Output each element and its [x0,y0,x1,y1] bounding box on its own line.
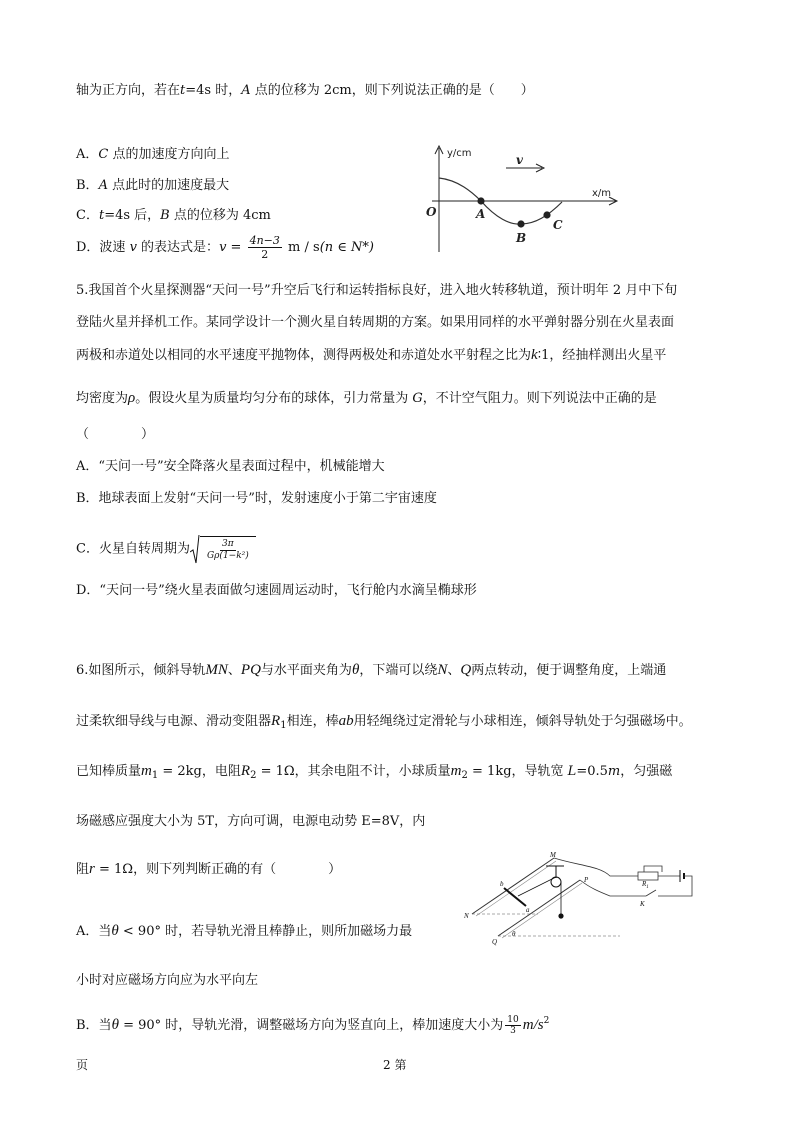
q4-option-b [76,177,229,195]
label-K: K [640,900,645,908]
label-R1-main: R [642,880,647,888]
q6-l1-d: ，下端可以绕 [359,663,438,678]
q6-opt-a-text: 时，若导轨光滑且棒静止，则所加磁场力最 [160,924,413,939]
q6-line-5 [76,860,341,879]
ball [558,913,563,918]
q5-line-4-text-c: ，不计空气阻力。则下列说法中正确的是 [422,391,657,406]
q5-line-3-text-a: 两极和赤道处以相同的水平速度平抛物体，测得两极处和赤道处水平射程之比为 [76,348,532,363]
q6-opt-b-fraction [505,1015,520,1036]
q5-line-4-text-b: 。假设火星为质量均匀分布的球体，引力常量为 [135,391,413,406]
q6-m2-sub: 2 [461,770,468,781]
origin-label: O [426,205,437,219]
q4-option-d-condition: (n ∈ N*) [319,240,374,255]
q6-l2-a: 过柔软细导线与电源、滑动变阻器 [76,714,272,729]
q5-line-2: 登陆火星并择机工作。某同学设计一个测火星自转周期的方案。如果用同样的水平弹射器分别在火星表面 [76,315,675,330]
q6-L: L [567,764,577,779]
q6-R1-sub: 1 [280,720,287,731]
q5-k: k [531,347,538,363]
q5-paren: （ ） [76,427,155,442]
q6-line-4: 场磁感应强度大小为 5T，方向可调，电源电动势 E=8V，内 [76,814,426,829]
q6-l1-a: 6.如图所示，倾斜导轨 [76,663,206,678]
intro-text-a: 轴为正方向，若在 [76,83,181,98]
q6-line-1 [76,661,666,680]
q6-opt-b-theta: θ [111,1017,119,1033]
intro-text-c: 点的位移为 2cm，则下列说法正确的是（ ） [250,83,534,98]
q4-option-d-denominator: 2 [261,248,269,261]
q6-opt-a-prefix: A．当 [76,924,112,939]
label-P: P [584,876,589,884]
q4-option-d-mid: 的表达式是： [136,240,220,255]
wave-graph [420,140,620,255]
q4-option-d-numerator: 4n−3 [249,234,280,247]
q4-option-c-mid: =4s 后， [104,208,161,223]
q4-option-d-eq: = [226,240,246,255]
q6-l3-b: ，电阻 [201,764,241,779]
q6-opt-a-theta: θ [111,923,119,939]
rheostat [638,872,658,880]
q6-opt-b-prefix: B．当 [76,1018,112,1033]
q5-option-a: A．“天问一号”安全降落火星表面过程中，机械能增大 [76,459,385,474]
q5-option-b: B．地球表面上发射“天问一号”时，发射速度小于第二宇宙速度 [76,491,437,506]
q6-l5-b: ，则下列判断正确的有（ ） [133,862,342,877]
q4-option-d-prefix: D．波速 [76,240,130,255]
q6-l1-f: 两点转动，便于调整角度，上端通 [471,663,667,678]
q4-option-c-prefix: C． [76,208,99,223]
q6-PQ: PQ [240,662,261,678]
point-B [517,220,524,227]
q5-rho: ρ [128,390,136,406]
q4-option-c-point: B [160,208,170,223]
q6-l2-b: 相连，棒 [286,714,339,729]
q6-R1: R [271,713,281,729]
radicand [200,536,256,562]
rod-ab [504,888,526,906]
q4-option-c-t: t [98,208,105,223]
q6-R2-sub: 2 [250,770,257,781]
q6-m1-sub: 1 [151,770,159,781]
radical-sign [190,534,200,564]
q6-opt-b-unit: m/s [522,1017,544,1033]
q6-m2-val: = 1kg [467,764,512,779]
q6-m1-val: = 2kg [158,764,202,779]
q5-option-c-numerator: 3π [222,539,234,549]
q6-opt-b-numerator: 10 [507,1015,519,1025]
sqrt-expression [190,534,256,564]
q5-option-c-text: C．火星自转周期为 [76,541,190,557]
q6-l1-b: 、 [227,663,241,678]
q5-option-d: D．“天问一号”绕火星表面做匀速圆周运动时，飞行舱内水滴呈椭球形 [76,583,477,598]
q4-option-d-v: v [129,240,137,255]
q6-opt-a-cond: < 90° [118,924,161,939]
q6-r-val: = 1Ω [94,862,134,877]
q6-option-a-line-2: 小时对应磁场方向应为水平向左 [76,973,259,988]
q6-N: N [437,662,448,678]
intro-line [76,82,534,100]
q4-option-b-text: 点此时的加速度最大 [107,178,230,193]
q4-option-d-v2: v [219,240,227,255]
q5-option-c-denominator: Gρ(1−k²) [206,551,249,561]
q6-l3-d: ，导轨宽 [511,764,568,779]
q6-theta: θ [351,662,360,678]
rail-diagram [460,852,700,952]
q5-option-c-fraction [205,539,251,562]
label-N: N [464,912,469,920]
q5-line-3 [76,346,666,365]
q6-option-a-line-1 [76,922,412,941]
q6-line-2 [76,712,692,735]
intro-text-b: =4s 时， [185,83,242,98]
q4-option-a-text: 点的加速度方向向上 [108,147,230,162]
footer-left: 页 [76,1058,89,1072]
q4-option-b-prefix: B． [76,178,99,193]
q6-l3-f: ，匀强磁 [620,764,673,779]
q4-option-d-fraction [248,234,282,261]
rope [518,877,556,896]
q4-option-d-unit: m / s [283,240,320,255]
label-theta: θ [512,930,516,938]
x-label: x/m [592,188,612,199]
q5-line-4 [76,389,657,408]
q5-line-4-text-a: 均密度为 [76,391,129,406]
wire-top [554,858,638,876]
intro-A: A [241,83,251,98]
point-C [543,211,550,218]
q5-line-3-text-b: ∶1，经抽样测出火星平 [537,348,667,363]
q6-m1: m [141,763,152,779]
B-label: B [516,231,527,245]
q4-option-a [76,146,229,164]
label-b: b [500,880,504,888]
v-label: v [516,153,523,167]
q6-l1-c: 与水平面夹角为 [260,663,352,678]
q6-l3-e: =0.5 [576,764,608,779]
q6-l3-a: 已知棒质量 [76,764,142,779]
q6-line-3 [76,762,672,785]
q4-option-d [76,234,374,261]
q6-R2-val: = 1Ω [256,764,295,779]
q6-Q: Q [460,662,472,678]
q6-ab: ab [338,713,354,729]
q4-option-c [76,207,271,225]
rheostat-slider [644,866,662,872]
q4-option-a-point: C [98,147,109,162]
footer-page-number: 2 第 [383,1058,407,1072]
label-Q: Q [492,938,498,946]
q6-option-b [76,1012,549,1036]
q6-opt-b-text: 时，导轨光滑，调整磁场方向为竖直向上，棒加速度大小为 [161,1018,504,1033]
q4-option-c-text: 点的位移为 4cm [169,208,271,223]
q6-opt-b-cond: = 90° [118,1018,162,1033]
A-label: A [476,207,486,221]
intro-t: t [180,83,186,98]
label-R1-sub: 1 [646,885,649,890]
q6-m: m [607,764,621,779]
q5-line-1: 5.我国首个火星探测器“天问一号”升空后飞行和运转指标良好，进入地火转移轨道，预计明年 2 月中下旬 [76,283,678,298]
q6-m2: m [450,763,462,779]
q6-MN: MN [205,662,228,678]
q6-l2-c: 用轻绳绕过定滑轮与小球相连，倾斜导轨处于匀强磁场中。 [353,714,692,729]
q6-l3-c: ，其余电阻不计，小球质量 [294,764,451,779]
q5-G: G [412,391,423,406]
label-a: a [526,906,530,914]
point-A [477,197,484,204]
y-label: y/cm [447,148,472,159]
q6-opt-b-exponent: 2 [543,1016,550,1026]
label-M: M [550,852,556,859]
C-label: C [553,218,563,232]
q6-l5-a: 阻 [76,862,90,877]
wire-right [658,876,692,896]
wire-bottom [580,880,646,896]
q4-option-a-prefix: A． [76,147,99,162]
q6-l1-e: 、 [447,663,461,678]
q6-opt-b-denominator: 3 [510,1026,516,1036]
q6-r: r [89,861,95,877]
q6-R2: R [240,763,251,779]
switch-blade [646,890,656,896]
q5-option-c [76,534,256,564]
label-R1 [641,880,649,890]
q4-option-b-point: A [98,178,108,193]
rail-MN-inner [476,861,556,916]
